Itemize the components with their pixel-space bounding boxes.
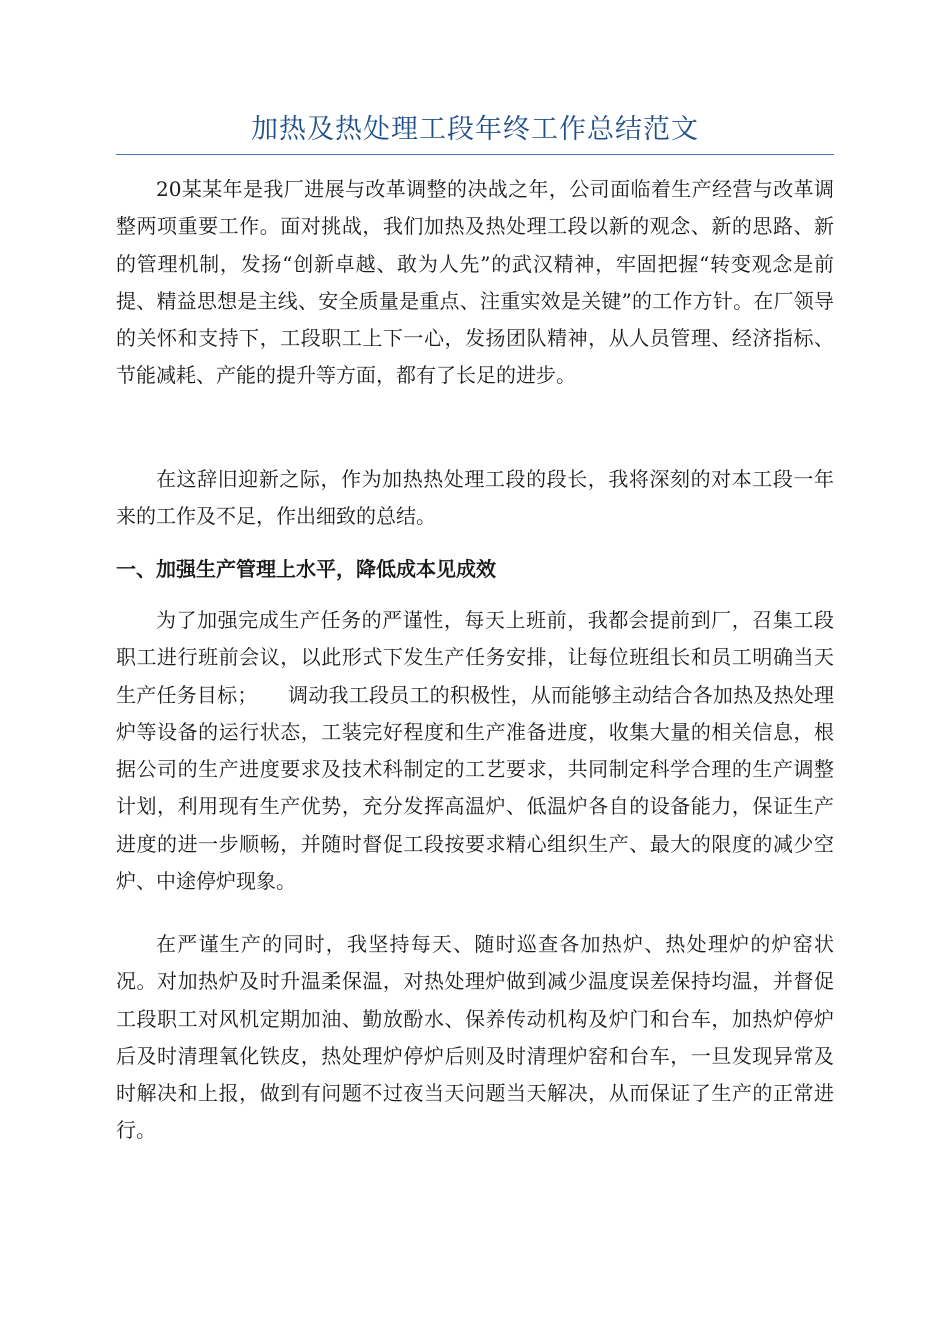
document-title: 加热及热处理工段年终工作总结范文 <box>251 114 699 145</box>
paragraph-summary-intent: 在这辞旧迎新之际，作为加热热处理工段的段长，我将深刻的对本工段一年来的工作及不足，作出细致的总结。 <box>116 467 834 529</box>
section-heading-1: 一、加强生产管理上水平，降低成本见成效 <box>116 557 496 581</box>
paragraph-furnace-inspection: 在严谨生产的同时，我坚持每天、随时巡查各加热炉、热处理炉的炉窑状况。对加热炉及时升温柔保温，对热处理炉做到减少温度误差保持均温，并督促工段职工对风机定期加油、勤放酚水、保养传动机构及炉门和台车，加热炉停炉后及时清理氧化铁皮，热处理炉停炉后则及时清理炉窑和台车，一旦发现异常及时解决和上报，做到有问题不过夜当天问题当天解决，从而保证了生产的正常进行。 <box>116 932 834 1143</box>
title-underline <box>116 154 834 155</box>
paragraph-production-management: 为了加强完成生产任务的严谨性，每天上班前，我都会提前到厂，召集工段职工进行班前会议，以此形式下发生产任务安排，让每位班组长和员工明确当天生产任务目标； 调动我工段员工的积极性，从而能够主动结合各加热及热处理炉等设备的运行状态，工装完好程度和生产准备进度，收集大量的相关信息，根据公司的生产进度要求及技术科制定的工艺要求，共同制定科学合理的生产调整计划，利用现有生产优势，充分发挥高温炉、低温炉各自的设备能力，保证生产进度的进一步顺畅，并随时督促工段按要求精心组织生产、最大的限度的减少空炉、中途停炉现象。 <box>116 608 834 894</box>
paragraph-intro: 20某某年是我厂进展与改革调整的决战之年，公司面临着生产经营与改革调整两项重要工作。面对挑战，我们加热及热处理工段以新的观念、新的思路、新的管理机制，发扬“创新卓越、敢为人先”的武汉精神，牢固把握“转变观念是前提、精益思想是主线、安全质量是重点、注重实效是关键”的工作方针。在厂领导的关怀和支持下，工段职工上下一心，发扬团队精神，从人员管理、经济指标、节能减耗、产能的提升等方面，都有了长足的进步。 <box>116 177 834 388</box>
